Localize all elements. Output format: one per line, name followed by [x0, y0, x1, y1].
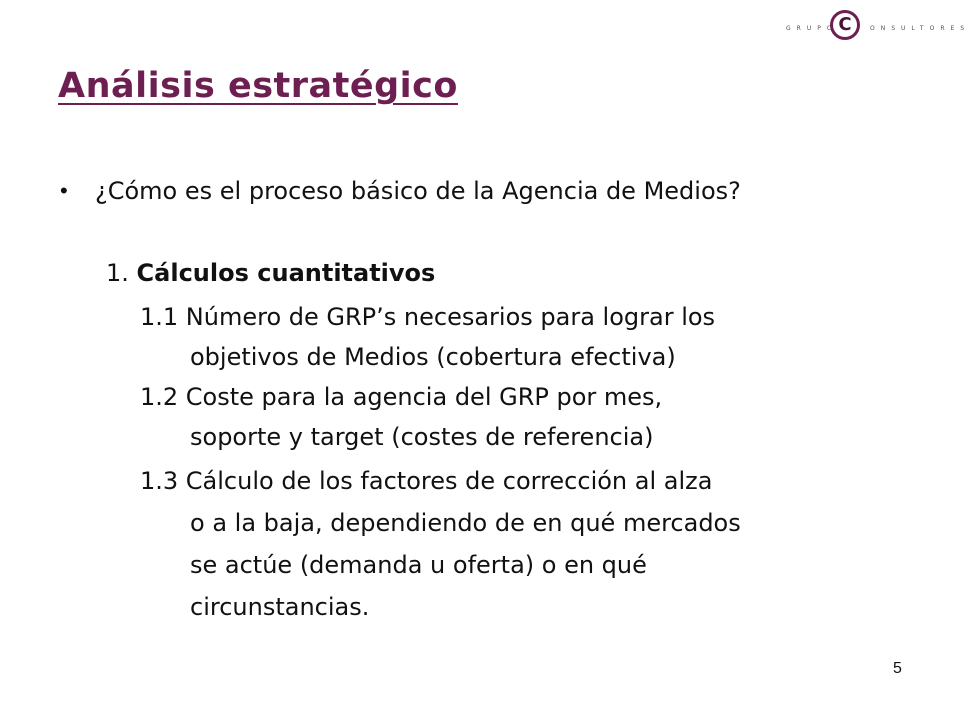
logo-c-emblem-icon: [830, 10, 860, 40]
item-1-3-line-3: se actúe (demanda u oferta) o en qué: [190, 551, 647, 579]
slide-title: Análisis estratégico: [58, 66, 458, 106]
section-title: Cálculos cuantitativos: [136, 259, 436, 287]
bullet-icon: •: [60, 178, 68, 203]
section-heading: [106, 258, 435, 288]
item-1-3-line-1: 1.3 Cálculo de los factores de corrección al alza: [140, 467, 713, 495]
item-1-2-line-2: soporte y target (costes de referencia): [190, 423, 654, 451]
logo-right-word: ONSULTORES: [870, 25, 970, 32]
item-1-1-line-2: objetivos de Medios (cobertura efectiva): [190, 343, 676, 371]
page-number: 5: [893, 660, 902, 677]
item-1-3-line-4: circunstancias.: [190, 593, 370, 621]
item-1-1-line-1: 1.1 Número de GRP’s necesarios para lograr los: [140, 303, 716, 331]
company-logo: [782, 8, 970, 48]
item-1-2-line-1: 1.2 Coste para la agencia del GRP por mes,: [140, 383, 663, 411]
item-1-3-line-2: o a la baja, dependiendo de en qué mercados: [190, 509, 741, 537]
logo-letter: C: [838, 13, 852, 35]
section-number: 1.: [106, 259, 129, 287]
logo-left-word: GRUPO: [786, 25, 838, 32]
bullet-question: ¿Cómo es el proceso básico de la Agencia de Medios?: [95, 177, 741, 205]
